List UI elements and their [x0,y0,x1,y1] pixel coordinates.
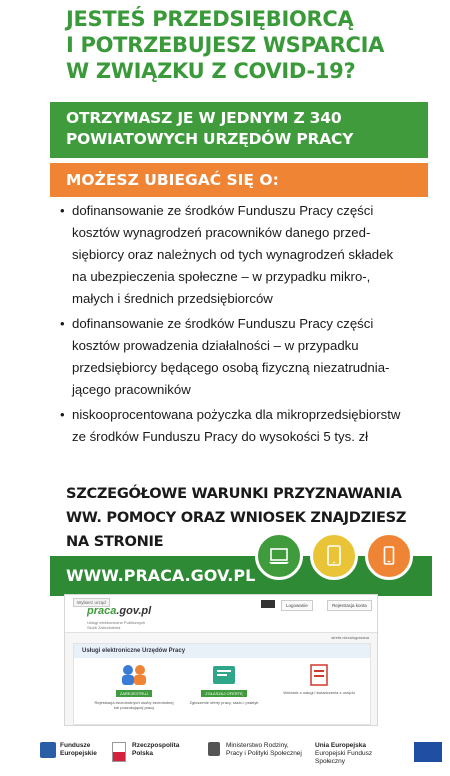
office-selector[interactable]: Wybierz urząd [73,598,110,607]
laptop-icon [267,544,291,568]
poland-line: Rzeczpospolita [132,742,180,749]
poland-flag-icon [112,742,126,762]
card-caption: Zgłoszenie oferty pracy, stażu i praktyk [189,700,259,705]
login-button[interactable]: Logowanie [281,600,313,611]
eu-logo [315,742,400,766]
poland-line: Polska [132,750,153,757]
list-item-line: przedsiębiorcy będącego osobą fizyczną niezatrudnia- [72,360,390,375]
offices-banner-line: OTRZYMASZ JE W JEDNYM Z 340 [66,109,342,127]
application-form-icon [299,664,339,686]
poland-logo [132,742,179,758]
smartphone-icon [377,544,401,568]
list-item-line: kosztów wynagrodzeń pracowników danego przed- [72,225,371,240]
website-link[interactable]: WWW.PRACA.GOV.PL [66,566,256,585]
offices-banner [50,102,428,158]
bullet-marker: • [60,407,65,422]
list-item [60,313,432,401]
smartphone-circle [365,532,413,580]
funds-logo [60,742,97,758]
list-item-line: kosztów prowadzenia działalności – w przypadku [72,338,359,353]
list-item-line: ze środków Funduszu Pracy do wysokości 5 tys. zł [72,429,369,444]
tablet-circle [310,532,358,580]
site-logo [87,605,151,617]
services-panel [73,643,371,725]
offices-banner-line: POWIATOWYCH URZĘDÓW PRACY [66,130,354,148]
list-item-line: siębiorcy oraz należnych od tych wynagrodzeń składek [72,247,394,262]
card-button[interactable]: ZAREJESTRUJ [116,690,152,697]
ministry-line: Ministerstwo Rodziny, [226,742,289,749]
list-item-line: jącego pracowników [72,382,191,397]
list-item-line: na ubezpieczenia społeczne – w przypadku mikro-, [72,269,371,284]
headline [66,6,446,84]
logo-suffix: .gov.pl [116,605,152,617]
funds-line: Fundusze [60,742,91,749]
details-line: SZCZEGÓŁOWE WARUNKI PRZYZNAWANIA [66,485,402,502]
list-item-line: dofinansowanie ze środków Funduszu Pracy części [72,203,374,218]
headline-line: W ZWIĄZKU Z COVID-19? [66,59,356,83]
service-card[interactable] [94,664,174,722]
contrast-toggle[interactable] [261,600,275,608]
people-icon [114,664,154,686]
headline-line: JESTEŚ PRZEDSIĘBIORCĄ [66,7,354,31]
apply-banner: MOŻESZ UBIEGAĆ SIĘ O: [50,163,428,197]
site-subtitle: Usługi elektroniczne Publicznych Służb Zatrudnienia [87,620,146,630]
register-button[interactable]: Rejestracja konta [327,600,372,611]
bullet-marker: • [60,203,65,218]
funds-line: Europejskie [60,750,97,757]
site-zone-link[interactable]: strefa niezalogowana [331,635,369,640]
job-offer-icon [204,664,244,686]
eu-line: Europejski Fundusz Społeczny [315,750,373,765]
service-card[interactable] [184,664,264,722]
support-list [60,200,432,451]
logo-prefix: praca [87,605,117,617]
ministry-line: Pracy i Polityki Społecznej [226,750,302,757]
headline-line: I POTRZEBUJESZ WSPARCIA [66,33,385,57]
card-caption: Wniosek o usługi i świadczenia z urzędu [283,690,355,695]
panel-title: Usługi elektroniczne Urzędów Pracy [74,644,370,658]
laptop-circle [255,532,303,580]
list-item [60,404,432,448]
card-button[interactable]: ZGŁASZAJ OFERTĘ [201,690,247,697]
list-item-line: małych i średnich przedsiębiorców [72,291,273,306]
ministry-logo [226,742,302,758]
details-line: WW. POMOCY ORAZ WNIOSEK ZNAJDZIESZ [66,509,407,526]
list-item-line: dofinansowanie ze środków Funduszu Pracy części [72,316,374,331]
card-caption: Rejestracja bezrobotnych osoby bezrobotnej lub poszukującej pracy [94,700,174,710]
eu-flag-icon [414,742,442,762]
website-screenshot [64,594,378,726]
service-card[interactable] [279,664,359,722]
site-header [65,595,377,633]
bullet-marker: • [60,316,65,331]
eu-line: Unia Europejska [315,742,366,749]
eagle-icon [208,742,220,756]
details-line: NA STRONIE [66,533,164,550]
tablet-icon [322,544,346,568]
footer-logos [60,740,400,770]
list-item [60,200,432,310]
list-item-line: niskooprocentowana pożyczka dla mikroprzedsiębiorstw [72,407,401,422]
funds-mark-icon [40,742,56,758]
